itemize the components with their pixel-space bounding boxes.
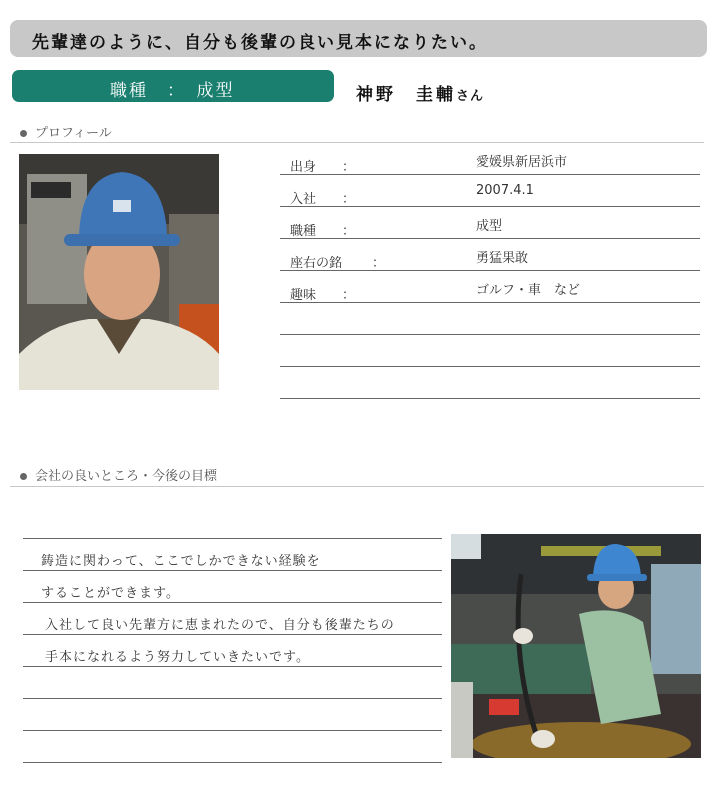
goals-line <box>23 571 442 603</box>
headline-banner <box>10 20 707 57</box>
profile-label: 趣味 <box>290 288 317 303</box>
person-name-suffix: さん <box>456 89 485 104</box>
profile-label: 入社 <box>290 192 317 207</box>
goals-text: 手本になれるよう努力していきたいです。 <box>45 650 310 665</box>
goals-section-heading <box>20 465 217 484</box>
profile-value: 愛媛県新居浜市 <box>476 155 568 170</box>
profile-section-label: プロフィール <box>35 126 112 141</box>
profile-row-motto <box>280 239 700 271</box>
section-divider <box>10 486 704 487</box>
goals-text: 鋳造に関わって、ここでしかできない経験を <box>41 554 321 569</box>
profile-label: 職種 <box>290 224 317 239</box>
goals-text-block <box>23 538 442 763</box>
profile-value: ゴルフ・車 など <box>476 283 581 298</box>
person-name-text: 神野 圭輔 <box>356 85 456 105</box>
profile-value: 勇猛果敢 <box>476 251 529 266</box>
portrait-photo <box>19 154 219 390</box>
profile-row-job-type <box>280 207 700 239</box>
profile-label: 出身 <box>290 160 317 175</box>
profile-value: 2007.4.1 <box>476 183 534 198</box>
profile-colon: ： <box>342 192 356 207</box>
profile-value: 成型 <box>476 219 503 234</box>
bullet-icon <box>20 130 27 137</box>
profile-section-heading <box>20 122 112 141</box>
profile-row-join-date <box>280 175 700 207</box>
profile-row-empty <box>280 303 700 335</box>
goals-line <box>23 538 442 571</box>
goals-line <box>23 699 442 731</box>
job-type-badge <box>12 70 334 102</box>
goals-section-label: 会社の良いところ・今後の目標 <box>35 469 218 484</box>
goals-line <box>23 731 442 763</box>
job-type-text: 職種 ： 成型 <box>110 81 235 101</box>
profile-label: 座右の銘 <box>290 256 343 271</box>
profile-table <box>280 143 700 399</box>
person-name <box>356 80 484 105</box>
headline-text: 先輩達のように、自分も後輩の良い見本になりたい。 <box>32 33 488 53</box>
goals-text: することができます。 <box>41 586 180 601</box>
goals-text: 入社して良い先輩方に恵まれたので、自分も後輩たちの <box>45 618 395 633</box>
goals-line <box>23 635 442 667</box>
profile-row-empty <box>280 335 700 367</box>
profile-row-empty <box>280 367 700 399</box>
profile-row-hobby <box>280 271 700 303</box>
profile-colon: ： <box>372 256 386 271</box>
bullet-icon <box>20 473 27 480</box>
profile-row-birthplace <box>280 143 700 175</box>
profile-colon: ： <box>342 224 356 239</box>
goals-line <box>23 667 442 699</box>
work-photo <box>451 534 701 758</box>
goals-line <box>23 603 442 635</box>
profile-colon: ： <box>342 160 356 175</box>
profile-colon: ： <box>342 288 356 303</box>
